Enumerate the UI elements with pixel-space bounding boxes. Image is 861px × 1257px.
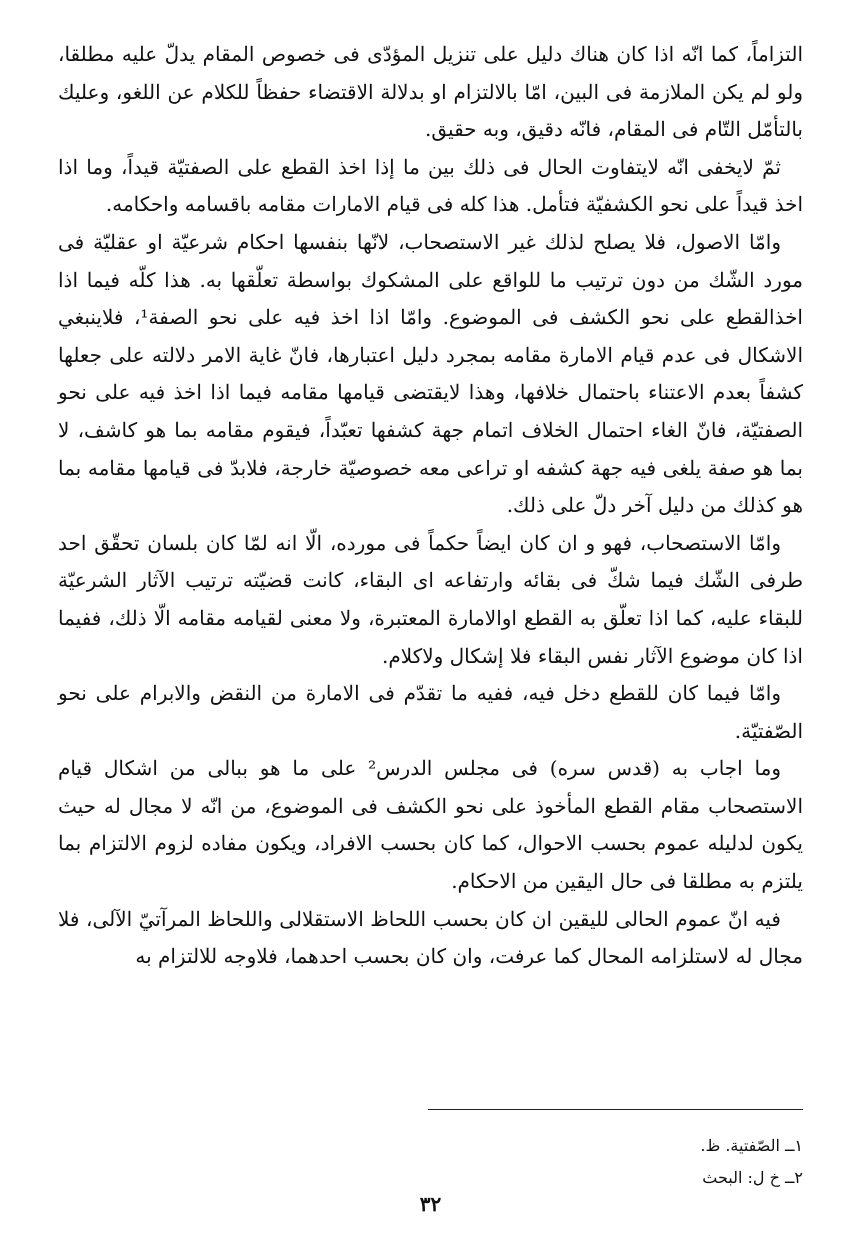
paragraph-7: فيه انّ عموم الحالى لليقين ان كان بحسب اللحاظ الاستقلالى واللحاظ المرآتيّ الآلى، فلا مجال له لاستلزامه المحال كما عرفت، وان كان بحسب احدهما، فلاوجه للالتزام به	[58, 906, 803, 969]
paragraph-1: التزاماً، كما انّه اذا كان هناك دليل على تنزيل المؤدّى فى خصوص المقام يدلّ عليه مطلقا، ولو لم يكن الملازمة فى البين، امّا بالالتزام او بدلالة الاقتضاء حفظاً للكلام عن اللغو، وعليك بالتأمّل التّام فى المقام، فانّه دقيق، وبه حقيق.	[58, 42, 803, 142]
paragraph-4: وامّا الاستصحاب، فهو و ان كان ايضاً حكماً فى مورده، الّا انه لمّا كان بلسان تحقّق احد طرفى الشّك فيما شكّ فى بقائه وارتفاعه اى البقاء، كانت قضيّته ترتيب الآثار الشرعيّة للبقاء عليه، كما اذا تعلّق به القطع اوالامارة المعتبرة، ولا معنى لقيامه مقامه الّا ذلك، ففيما اذا كان موضوع الآثار نفس البقاء فلا إشكال ولاكلام.	[58, 530, 803, 668]
paragraph-3: وامّا الاصول، فلا يصلح لذلك غير الاستصحاب، لانّها بنفسها احكام شرعيّة او عقليّة فى مورد الشّك من دون ترتيب ما للواقع على المشكوك بواسطة تعلّقها به. هذا كلّه فيما اذا اخذالقطع على نحو الكشف فى الموضوع. وامّا اذا اخذ فيه على نحو الصفة¹، فلاينبغي الاشكال فى عدم قيام الامارة مقامه بمجرد دليل اعتبارها، فانّ غاية الامر دلالته على جعلها كشفاً بعدم الاعتناء باحتمال خلافها، وهذا لايقتضى قيامها مقامه فيما اذا اخذ فيه على نحو الصفتيّة، فانّ الغاء احتمال الخلاف اتمام جهة كشفها تعبّداً، فيقوم مقامه بما هو كاشف، لا بما هو صفة يلغى فيه جهة كشفه او تراعى معه خصوصيّة خارجة، فلابدّ فى قيامها مقامه بما هو كذلك من دليل آخر دلّ على ذلك.	[58, 229, 803, 518]
paragraph-2: ثمّ لايخفى انّه لايتفاوت الحال فى ذلك بين ما إذا اخذ القطع على الصفتيّة قيداً، وما اذا اخذ قيداً على نحو الكشفيّة فتأمل. هذا كله فى قيام الامارات مقامه باقسامه واحكامه.	[58, 154, 803, 217]
page-number: ٣٢	[419, 1192, 442, 1216]
paragraph-5: وامّا فيما كان للقطع دخل فيه، ففيه ما تقدّم فى الامارة من النقض والابرام على نحو الصّفتيّة.	[58, 681, 803, 743]
footnote-1: ١ــ الصّفتية. ظ.	[700, 1136, 803, 1155]
footnote-divider	[428, 1109, 803, 1110]
page-body	[58, 36, 803, 976]
paragraph-6: وما اجاب به (قدس سره) فى مجلس الدرس² على ما هو ببالى من اشكال قيام الاستصحاب مقام القطع المأخوذ على نحو الكشف فى الموضوع، من انّه لا مجال له حيث يكون لدليله عموم بحسب الاحوال، كما كان بحسب الافراد، ويكون مفاده لزوم الالتزام بما يلتزم به مطلقا فى حال اليقين من الاحكام.	[58, 756, 803, 894]
footnotes	[58, 1130, 803, 1194]
main-text	[58, 36, 803, 976]
footnote-2: ٢ــ خ ل: البحث	[702, 1168, 803, 1187]
